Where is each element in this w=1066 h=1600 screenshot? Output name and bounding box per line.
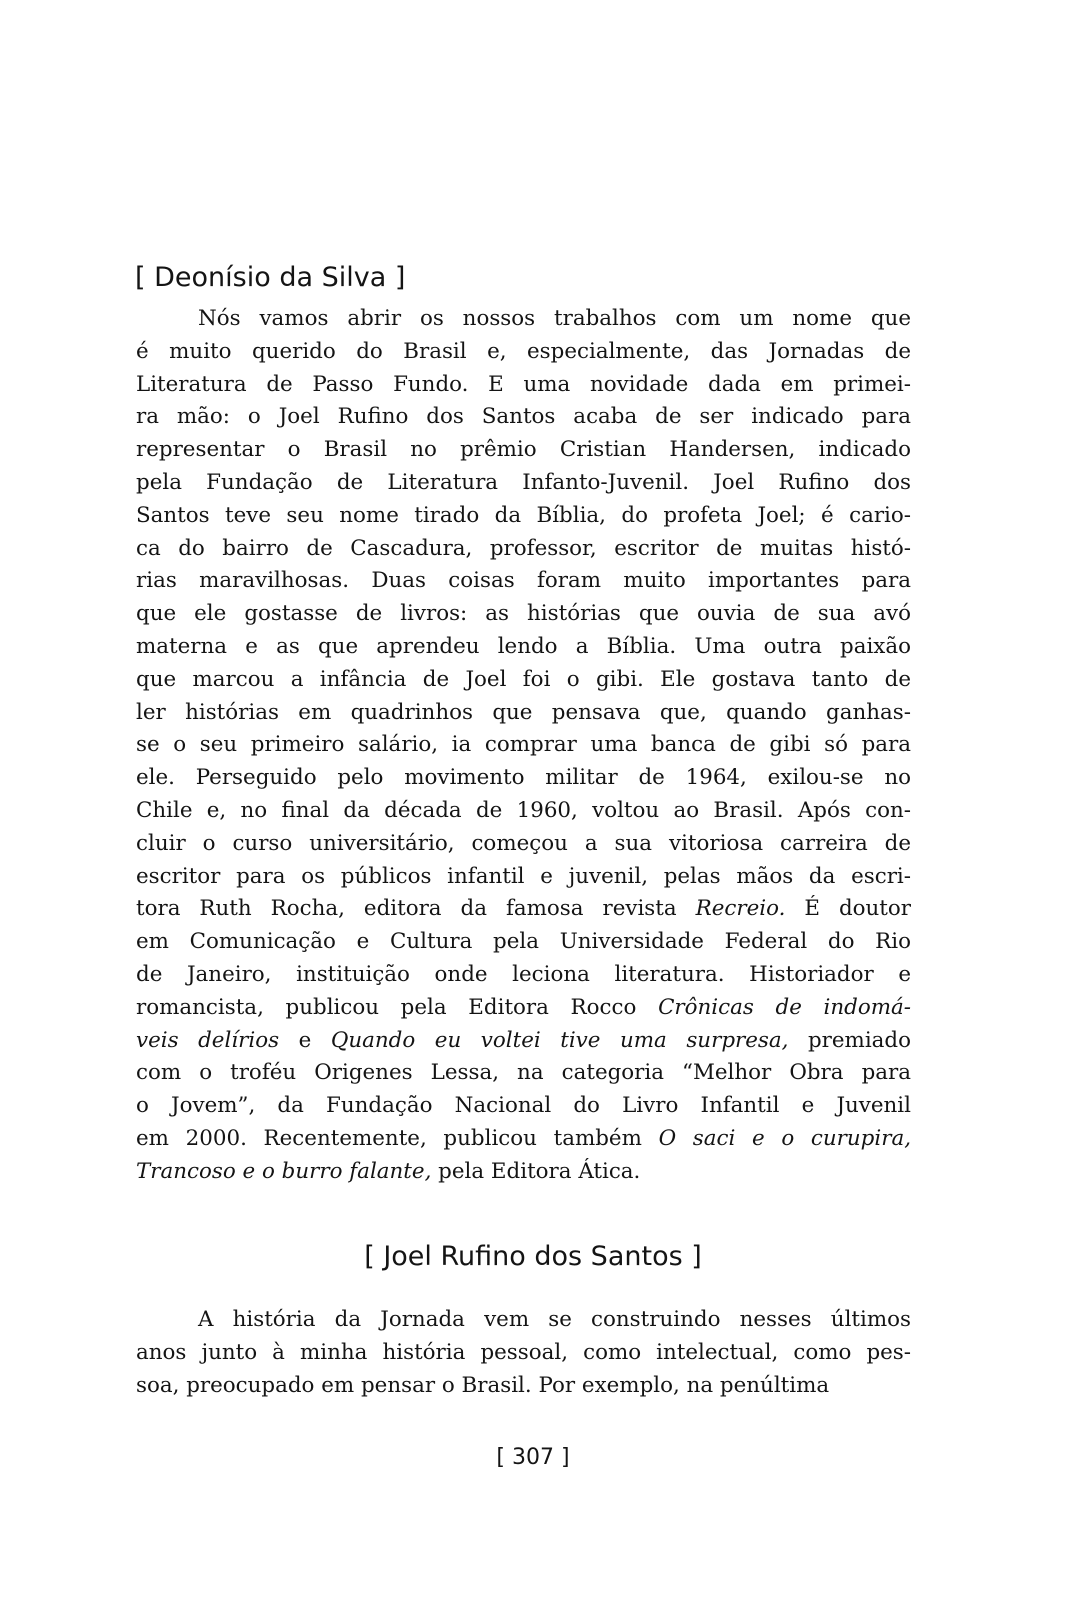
line-text: romancista, publicou pela Editora Rocco bbox=[136, 994, 659, 1020]
line-text: ra mão: o Joel Rufino dos Santos acaba de ser indicado para bbox=[136, 404, 911, 430]
line-text: soa, preocupado em pensar o Brasil. Por exemplo, na penúltima bbox=[136, 1372, 830, 1398]
line-text: A história da Jornada vem se construindo nesses últimos bbox=[198, 1307, 911, 1332]
text-line bbox=[136, 992, 911, 1025]
line-text: que marcou a infância de Joel foi o gibi. Ele gostava tanto de bbox=[136, 666, 911, 692]
line-text: Chile e, no final da década de 1960, voltou ao Brasil. Após con- bbox=[136, 797, 911, 823]
text-line bbox=[136, 1123, 911, 1156]
line-text: materna e as que aprendeu lendo a Bíblia. Uma outra paixão bbox=[136, 633, 911, 659]
text-line bbox=[136, 795, 911, 828]
line-text: Nós vamos abrir os nossos trabalhos com um nome que bbox=[198, 306, 911, 331]
text-line bbox=[136, 1090, 911, 1123]
text-line bbox=[136, 1057, 911, 1090]
line-text: o Jovem”, da Fundação Nacional do Livro Infantil e Juvenil bbox=[136, 1093, 911, 1119]
line-text: é muito querido do Brasil e, especialmente, das Jornadas de bbox=[136, 338, 911, 364]
line-text: escritor para os públicos infantil e juvenil, pelas mãos da escri- bbox=[136, 863, 911, 889]
line-text: tora Ruth Rocha, editora da famosa revista bbox=[136, 896, 696, 922]
line-text: premiado bbox=[788, 1027, 911, 1053]
text-line bbox=[136, 533, 911, 566]
text-line bbox=[136, 729, 911, 762]
line-text: Santos teve seu nome tirado da Bíblia, do profeta Joel; é cario- bbox=[136, 502, 911, 528]
page-number: [ 307 ] bbox=[496, 1445, 570, 1470]
text-line bbox=[136, 697, 911, 730]
line-text: pela Editora Ática. bbox=[431, 1158, 641, 1184]
text-line bbox=[136, 1370, 911, 1403]
italic-title-text: Crônicas de indomá- bbox=[658, 994, 912, 1020]
text-line bbox=[136, 959, 911, 992]
speaker-heading-joel: [ Joel Rufino dos Santos ] bbox=[364, 1241, 702, 1272]
speaker-heading-deonisio: [ Deonísio da Silva ] bbox=[135, 262, 406, 293]
line-text: Literatura de Passo Fundo. E uma novidade dada em primei- bbox=[136, 371, 911, 397]
line-text: de Janeiro, instituição onde leciona literatura. Historiador e bbox=[136, 961, 911, 987]
line-text: com o troféu Origenes Lessa, na categoria “Melhor Obra para bbox=[136, 1060, 911, 1086]
text-line bbox=[136, 1156, 911, 1189]
line-text: e bbox=[279, 1027, 331, 1053]
text-line bbox=[136, 664, 911, 697]
text-line bbox=[136, 336, 911, 369]
line-text: se o seu primeiro salário, ia comprar uma banca de gibi só para bbox=[136, 732, 911, 758]
text-line bbox=[136, 1337, 911, 1370]
italic-title-text: Trancoso e o burro falante, bbox=[136, 1158, 432, 1184]
line-text: ca do bairro de Cascadura, professor, escritor de muitas histó- bbox=[136, 535, 911, 561]
text-line bbox=[136, 828, 911, 861]
text-line bbox=[136, 1025, 911, 1058]
text-line bbox=[136, 762, 911, 795]
text-line bbox=[136, 926, 911, 959]
text-line bbox=[136, 1304, 911, 1337]
text-line bbox=[136, 467, 911, 500]
text-line bbox=[136, 893, 911, 926]
line-text: cluir o curso universitário, começou a sua vitoriosa carreira de bbox=[136, 830, 911, 856]
line-text: ele. Perseguido pelo movimento militar de 1964, exilou-se no bbox=[136, 765, 911, 791]
text-line bbox=[136, 598, 911, 631]
text-line bbox=[136, 500, 911, 533]
text-line bbox=[136, 565, 911, 598]
italic-title-text: Recreio. bbox=[695, 896, 786, 922]
line-text: É doutor bbox=[785, 896, 911, 922]
italic-title-text: Quando eu voltei tive uma surpresa, bbox=[330, 1027, 789, 1053]
text-line bbox=[136, 434, 911, 467]
paragraph-deonisio bbox=[136, 303, 911, 1189]
text-line bbox=[136, 303, 911, 336]
line-text: pela Fundação de Literatura Infanto-Juvenil. Joel Rufino dos bbox=[136, 469, 911, 495]
text-line bbox=[136, 631, 911, 664]
text-line bbox=[136, 369, 911, 402]
line-text: representar o Brasil no prêmio Cristian Handersen, indicado bbox=[136, 437, 911, 463]
line-text: ler histórias em quadrinhos que pensava que, quando ganhas- bbox=[136, 699, 911, 725]
text-line bbox=[136, 401, 911, 434]
italic-title-text: O saci e o curupira, bbox=[658, 1125, 911, 1151]
line-text: em Comunicação e Cultura pela Universidade Federal do Rio bbox=[136, 929, 911, 955]
line-text: que ele gostasse de livros: as histórias que ouvia de sua avó bbox=[136, 601, 911, 627]
text-line bbox=[136, 861, 911, 894]
italic-title-text: veis delírios bbox=[136, 1027, 280, 1053]
line-text: anos junto à minha história pessoal, como intelectual, como pes- bbox=[136, 1339, 911, 1365]
paragraph-joel bbox=[136, 1304, 911, 1402]
line-text: em 2000. Recentemente, publicou também bbox=[136, 1125, 659, 1151]
line-text: rias maravilhosas. Duas coisas foram muito importantes para bbox=[136, 568, 911, 594]
